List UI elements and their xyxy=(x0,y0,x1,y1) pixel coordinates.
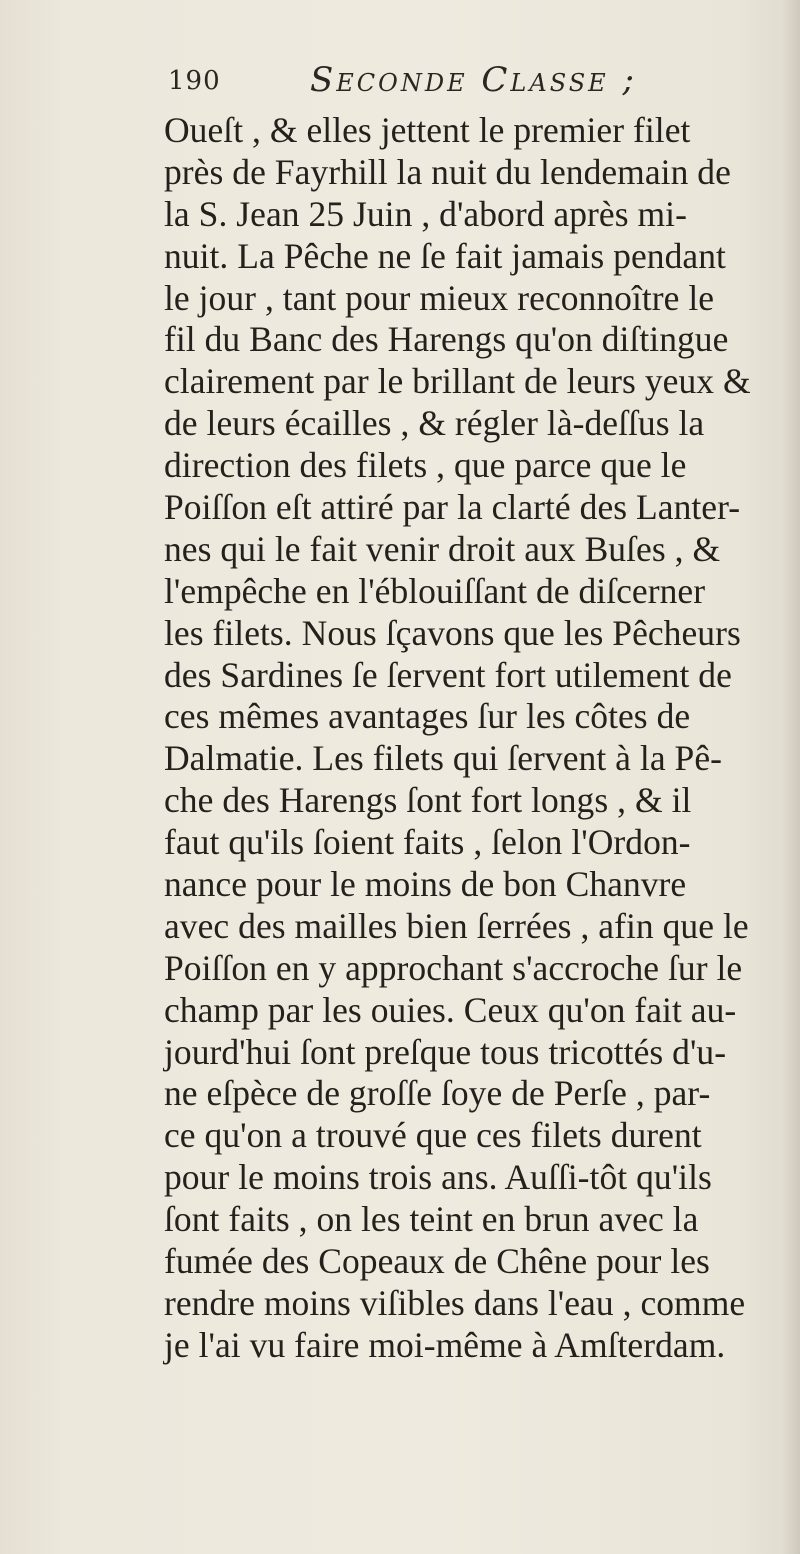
text-line xyxy=(164,445,790,487)
text-line xyxy=(164,613,790,655)
text-line-content: je l'ai vu faire moi-même à Amſterdam. xyxy=(164,1324,726,1365)
text-line-content: fil du Banc des Harengs qu'on diſtingue xyxy=(164,319,729,360)
page-number: 190 xyxy=(168,66,221,96)
text-line-content: Oueſt , & elles jettent le premier filet xyxy=(164,110,691,150)
text-line-content: fumée des Copeaux de Chêne pour les xyxy=(164,1241,710,1282)
text-line-content: près de Fayrhill la nuit du lendemain de xyxy=(164,151,731,192)
text-line xyxy=(164,780,790,822)
text-line xyxy=(164,529,790,571)
text-line xyxy=(164,1199,790,1241)
text-line xyxy=(164,696,790,738)
page-header xyxy=(168,60,788,116)
text-line-content: nance pour le moins de bon Chanvre xyxy=(164,864,687,905)
text-line-content: de leurs écailles , & régler là-deſſus la xyxy=(164,403,705,444)
text-line xyxy=(164,1032,790,1074)
text-line xyxy=(164,110,790,152)
text-line-content: rendre moins viſibles dans l'eau , comme xyxy=(164,1282,746,1323)
text-line-content: che des Harengs ſont fort longs , & il xyxy=(164,780,692,821)
text-line xyxy=(164,152,790,194)
text-line xyxy=(164,864,790,906)
text-line xyxy=(164,1325,790,1367)
text-line-content: le jour , tant pour mieux reconnoître le xyxy=(164,277,715,318)
text-line xyxy=(164,655,790,697)
text-line xyxy=(164,822,790,864)
text-line xyxy=(164,403,790,445)
text-line-content: ſont faits , on les teint en brun avec la xyxy=(164,1199,699,1240)
text-line-content: l'empêche en l'éblouiſſant de diſcerner xyxy=(164,570,706,611)
text-line xyxy=(164,361,790,403)
text-line xyxy=(164,1157,790,1199)
text-line xyxy=(164,948,790,990)
text-line xyxy=(164,738,790,780)
text-line-content: Poiſſon eſt attiré par la clarté des Lanter- xyxy=(164,487,741,528)
text-line xyxy=(164,1283,790,1325)
text-line xyxy=(164,1241,790,1283)
text-line-content: direction des filets , que parce que le xyxy=(164,445,687,486)
text-line xyxy=(164,990,790,1032)
text-line xyxy=(164,571,790,613)
text-line-content: Poiſſon en y approchant s'accroche ſur le xyxy=(164,947,743,988)
text-line xyxy=(164,906,790,948)
text-line xyxy=(164,319,790,361)
text-line-content: des Sardines ſe ſervent fort utilement de xyxy=(164,654,732,695)
text-line-content: la S. Jean 25 Juin , d'abord après mi- xyxy=(164,193,687,234)
text-line xyxy=(164,236,790,278)
text-line-content: Dalmatie. Les filets qui ſervent à la Pê- xyxy=(164,738,723,779)
text-line-content: ne eſpèce de groſſe ſoye de Perſe , par- xyxy=(164,1073,711,1114)
text-line-content: nuit. La Pêche ne ſe fait jamais pendant xyxy=(164,235,726,276)
text-line xyxy=(164,1115,790,1157)
text-line-content: jourd'hui ſont preſque tous tricottés d'u- xyxy=(164,1031,727,1072)
text-line-content: avec des mailles bien ſerrées , afin que le xyxy=(164,905,749,946)
text-line xyxy=(164,194,790,236)
text-line xyxy=(164,278,790,320)
text-line-content: les filets. Nous ſçavons que les Pêcheurs xyxy=(164,612,741,653)
running-head: Seconde Classe ; xyxy=(310,60,637,100)
text-line-content: clairement par le brillant de leurs yeux & xyxy=(164,361,751,402)
text-line xyxy=(164,487,790,529)
text-line-content: ces mêmes avantages ſur les côtes de xyxy=(164,696,691,737)
text-line-content: pour le moins trois ans. Auſſi-tôt qu'ils xyxy=(164,1157,712,1198)
text-line-content: faut qu'ils ſoient faits , ſelon l'Ordon- xyxy=(164,822,691,863)
text-line-content: champ par les ouies. Ceux qu'on fait au- xyxy=(164,989,737,1030)
text-line xyxy=(164,1073,790,1115)
text-line-content: nes qui le fait venir droit aux Buſes , & xyxy=(164,528,721,569)
text-line-content: ce qu'on a trouvé que ces filets durent xyxy=(164,1115,702,1156)
body-text xyxy=(164,110,790,1367)
